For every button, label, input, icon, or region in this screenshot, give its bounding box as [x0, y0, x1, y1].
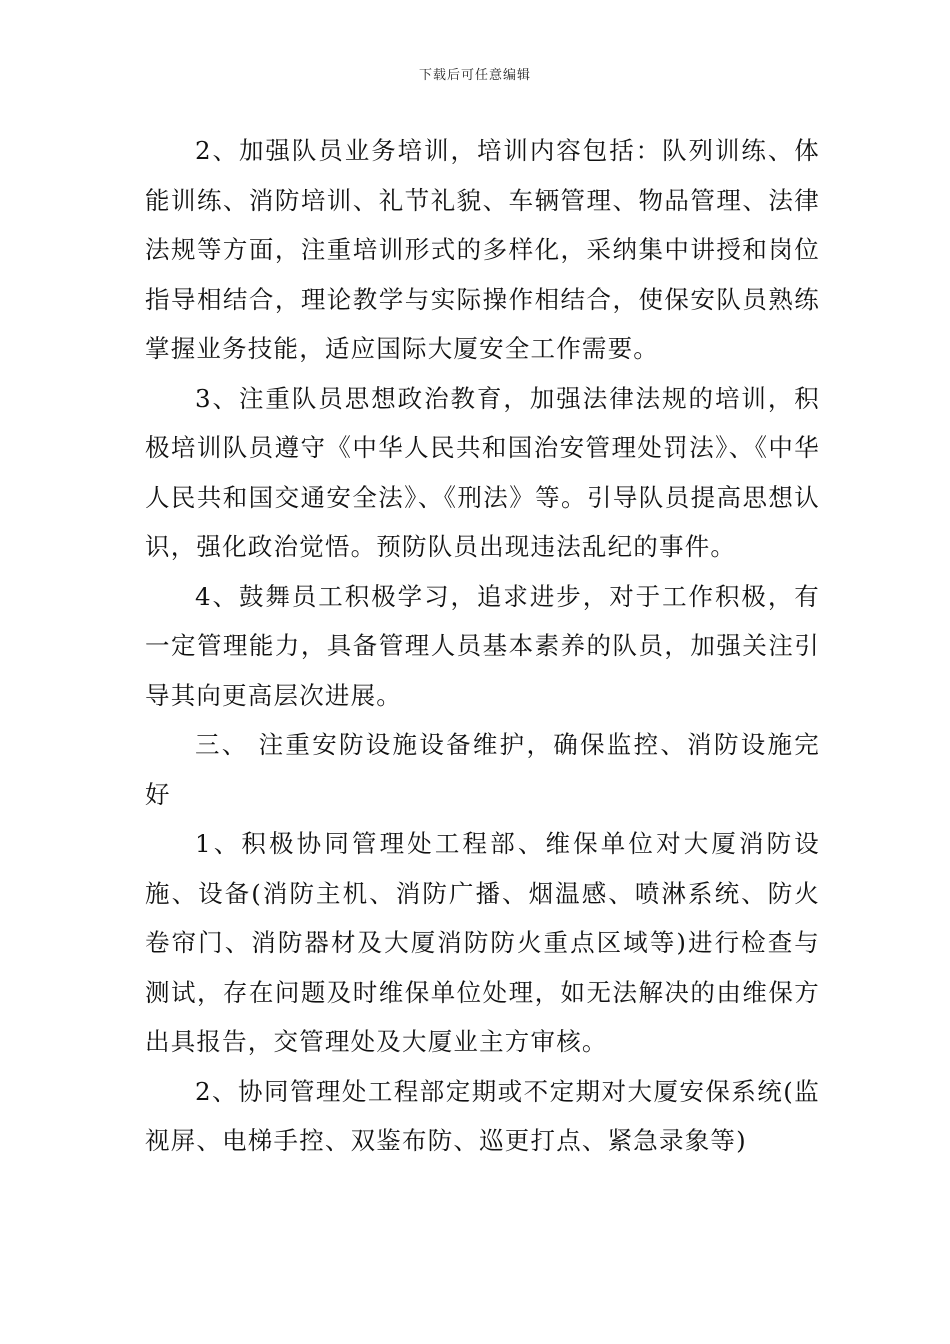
paragraph-security-system: 2、协同管理处工程部定期或不定期对大厦安保系统(监视屏、电梯手控、双鉴布防、巡更打点、紧急录象等): [145, 1076, 820, 1155]
document-body: [145, 126, 820, 1166]
paragraph-fire-facilities: 1、积极协同管理处工程部、维保单位对大厦消防设施、设备(消防主机、消防广播、烟温感、喷淋系统、防火卷帘门、消防器材及大厦消防防火重点区域等)进行检查与测试，存在问题及时维保单位处理，如无法解决的由维保方出具报告，交管理处及大厦业主方审核。: [145, 829, 820, 1056]
paragraph-political-education: 3、注重队员思想政治教育，加强法律法规的培训，积极培训队员遵守《中华人民共和国治安管理处罚法》、《中华人民共和国交通安全法》、《刑法》等。引导队员提高思想认识，强化政治觉悟。预防队员出现违法乱纪的事件。: [145, 383, 820, 561]
page-header: 下载后可任意编辑: [418, 68, 531, 83]
paragraph-encourage-learning: 4、鼓舞员工积极学习，追求进步，对于工作积极，有一定管理能力，具备管理人员基本素养的队员，加强关注引导其向更高层次进展。: [145, 581, 820, 710]
section-heading-equipment: 三、 注重安防设施设备维护，确保监控、消防设施完好: [145, 730, 820, 809]
paragraph-training: 2、加强队员业务培训，培训内容包括：队列训练、体能训练、消防培训、礼节礼貌、车辆管理、物品管理、法律法规等方面，注重培训形式的多样化，采纳集中讲授和岗位指导相结合，理论教学与实际操作相结合，使保安队员熟练掌握业务技能，适应国际大厦安全工作需要。: [145, 136, 820, 363]
